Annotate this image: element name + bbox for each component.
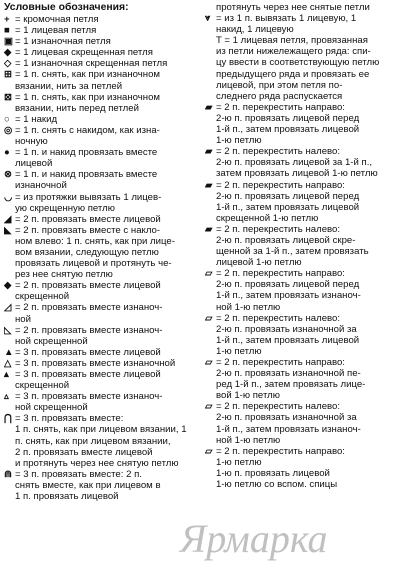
legend-text: = 2 п. провязать вместе лицевой [15,280,161,292]
legend-line [4,413,200,424]
legend-line [205,2,398,13]
legend-text: снять вместе, как при лицевом в [15,479,161,491]
legend-line [205,268,398,279]
legend-line [4,147,200,158]
legend-line [4,325,200,336]
legend-line [4,314,200,325]
legend-text: 1-ю петлю со вспом. спицы [216,479,338,491]
symbol-icon: ▰ [205,179,213,191]
symbol-icon: ⩔ [205,13,211,25]
symbol-icon: + [4,14,10,25]
legend-line [4,58,200,69]
legend-line [205,102,398,113]
legend-line [205,191,398,202]
symbol-icon: ◆ [4,47,12,59]
legend-text: = кромочная петля [15,14,99,25]
legend-line [205,424,398,435]
legend-text: = 2 п. перекрестить налево: [216,223,341,235]
symbol-icon: ▱ [205,268,213,280]
legend-line [205,468,398,479]
legend-line [205,302,398,313]
legend-line [4,369,200,380]
legend-line [205,379,398,390]
legend-line [205,157,398,168]
legend-line [4,136,200,147]
legend-text: 2-ю п. провязать изнаночной за [216,412,357,424]
legend-text: = 1 п. и накид провязать вместе [15,147,158,159]
legend-line [4,258,200,269]
legend-line [4,358,200,369]
legend-line [4,92,200,103]
legend-text: вом вязании, следующую петлю [15,246,159,258]
legend-text: 1-й п., затем провязать лицевой [216,201,360,213]
legend-text: 1-ю петлю [216,456,262,468]
legend-text: = 1 изнаночная скрещенная петля [15,58,168,70]
legend-text: скрещенной 1-ю петлю [216,212,319,224]
legend-line [205,313,398,324]
legend-text: ной 1-ю петлю [216,301,281,313]
legend-text: = 2 п. перекрестить налево: [216,401,341,413]
legend-text: 1-ю петлю [216,135,262,147]
legend-line [205,91,398,102]
symbol-icon: ◢ [4,213,12,225]
legend-text: скрещенной [15,291,70,303]
symbol-icon: ▱ [205,357,213,368]
legend-line [4,436,200,447]
legend-line [205,246,398,257]
legend-text: из петли нижележащего ряда: спи- [216,46,371,58]
legend-text: 2-ю п. провязать изнаночной за [216,323,357,335]
legend-text: вязании, нить за петлей [15,80,123,92]
legend-text: = 1 изнаночная петля [15,36,111,48]
legend-line [205,135,398,146]
legend-line [205,324,398,335]
legend-text: 2 п. провязать вместе лицевой [15,446,153,458]
legend-line [4,203,200,214]
legend-text: ном влево: 1 п. снять, как при лице- [15,235,175,247]
legend-line [4,14,200,25]
legend-text: = 3 п. провязать вместе: [15,413,124,425]
legend-line [4,391,200,402]
legend-text: и протянуть через нее снятую петлю [15,457,179,469]
legend-line [205,46,398,57]
symbol-icon: ◺ [4,324,12,336]
legend-text: ной 1-ю петлю [216,434,281,446]
legend-text: = 2 п. перекрестить налево: [216,312,341,324]
legend-line [205,257,398,268]
legend-line [205,224,398,235]
legend-text: лицевой, при этом петля по- [216,79,343,91]
symbol-icon: ▰ [205,146,213,158]
legend-line [4,291,200,302]
symbol-icon: ◆ [4,280,12,292]
legend-text: затем провязать лицевой 1-ю петлю [216,168,378,180]
legend-text: = 3 п. провязать вместе лицевой [15,346,161,358]
symbol-icon: ▱ [205,312,213,324]
legend-line [205,479,398,490]
legend-text: изнаночной [15,180,67,192]
legend-line [4,81,200,92]
symbol-icon: ◡ [4,191,13,203]
legend-line [4,380,200,391]
legend-text: 1-й п., затем провязать лицевой [216,124,360,136]
legend-text: вой 1-ю петлю [216,390,280,402]
legend-line [4,192,200,203]
legend-line [205,202,398,213]
legend-line [4,158,200,169]
symbol-icon: ▰ [205,223,213,235]
legend-text: 2-ю п. провязать лицевой за 1-й п., [216,157,373,169]
legend-line [4,269,200,280]
legend-text: = 1 накид [15,113,58,125]
legend-line [4,125,200,136]
legend-line [205,168,398,179]
legend-text: 1-ю петлю [216,345,262,357]
legend-line [205,180,398,191]
legend-text: 1-й п., затем провязать изнаноч- [216,423,361,435]
legend-text: = 2 п. провязать вместе лицевой [15,213,161,225]
symbol-icon: ● [4,147,10,159]
legend-text: провязать лицевой и протянуть че- [15,258,172,270]
legend-text: следнего ряда распускается [216,90,343,102]
legend-text: T = 1 лицевая петля, провязанная [216,35,368,47]
legend-line [205,446,398,457]
legend-line [205,113,398,124]
legend-text: = 1 п. снять, как при изнаночном [15,69,161,81]
legend-text: 2-ю п. провязать лицевой перед [216,112,360,124]
legend-title: Условные обозначения: [4,2,129,13]
symbol-icon: ▴ [4,369,9,380]
legend-line [205,69,398,80]
symbol-icon: ◿ [4,302,12,314]
legend-text: 1 п. провязать лицевой [15,491,119,503]
legend-text: скрещенной [15,380,70,392]
symbol-icon: ▵ [4,391,9,403]
legend-right-lines [205,2,398,490]
legend-line [205,457,398,468]
symbol-icon: ◇ [4,58,12,70]
legend-line [4,69,200,80]
legend-text: = 3 п. провязать вместе лицевой [15,369,161,380]
legend-text: предыдущего ряда и провязать ее [216,68,370,80]
legend-line [205,35,398,46]
legend-text: п. снять, как при лицевом вязании, [15,435,171,447]
legend-text: 1-ю п. провязать лицевой [216,467,330,479]
legend-text: = 1 лицевая скрещенная петля [15,47,153,59]
legend-line [205,390,398,401]
legend-text: ной [15,313,31,325]
legend-line [205,213,398,224]
legend-text: = 1 лицевая петля [15,25,97,37]
legend-line [205,24,398,35]
legend-text: 1-й п., затем провязать изнаноч- [216,290,361,302]
symbol-icon: ⊗ [4,169,13,181]
legend-line [4,214,200,225]
legend-line [4,25,200,36]
legend-line [205,368,398,379]
legend-line [4,480,200,491]
legend-line [4,47,200,58]
symbol-icon: ○ [4,113,10,125]
legend-line [4,169,200,180]
legend-text: = 1 п. и накид провязать вместе [15,169,158,181]
symbol-icon: ⊠ [4,91,13,103]
symbol-icon: ▱ [205,445,213,457]
legend-text: = 2 п. перекрестить направо: [216,357,345,368]
legend-text: = из 1 п. вывязать 1 лицевую, 1 [216,13,357,25]
legend-text: = 2 п. перекрестить налево: [216,146,341,158]
legend-text: = 2 п. перекрестить направо: [216,101,345,113]
legend-text: = 3 п. провязать вместе изнаночной [15,357,176,369]
legend-text: = 3 п. провязать вместе изнаноч- [15,391,163,403]
legend-right-column [205,2,398,490]
legend-text: протянуть через нее снятые петли [216,2,370,13]
legend-line [4,447,200,458]
legend-line [4,469,200,480]
legend-text: рез нее снятую петлю [15,269,113,281]
legend-text: = 2 п. провязать вместе изнаноч- [15,302,163,314]
legend-text: = 2 п. провязать вместе изнаноч- [15,324,163,336]
legend-text: лицевой 1-ю петлю [216,257,302,269]
legend-line [205,13,398,24]
legend-text: ред 1-й п., затем провязать лице- [216,379,366,391]
legend-line [4,491,200,502]
legend-line [205,357,398,368]
legend-text: лицевой [15,158,53,170]
legend-line [205,124,398,135]
symbol-icon: ⋂ [4,413,12,425]
legend-text: ночную [15,136,48,148]
legend-text: щенной за 1-й п., затем провязать [216,246,369,258]
legend-line [4,424,200,435]
legend-text: ую скрещенную петлю [15,202,115,214]
legend-line [4,402,200,413]
legend-line [4,103,200,114]
legend-left-column [4,2,200,502]
symbol-icon: ▲ [4,346,14,358]
legend-line [4,36,200,47]
legend-text: = 2 п. перекрестить направо: [216,268,345,280]
legend-text: 2-ю п. провязать лицевой скре- [216,234,356,246]
legend-line [4,225,200,236]
legend-line [4,236,200,247]
watermark: Ярмарка [180,516,328,561]
legend-text: = 1 п. снять с накидом, как изна- [15,124,160,136]
legend-line [205,412,398,423]
legend-line [4,114,200,125]
symbol-icon: ◎ [4,124,13,136]
legend-line [4,247,200,258]
legend-text: ной скрещенной [15,402,88,414]
legend-line [205,346,398,357]
legend-text: цу ввести в соответствующую петлю [216,57,380,69]
legend-line [205,290,398,301]
legend-line [4,336,200,347]
legend-text: накид, 1 лицевую [216,24,294,36]
legend-text: 1-й п., затем провязать лицевой [216,334,360,346]
legend-text: 2-ю п. провязать изнаночной пе- [216,368,361,380]
legend-line [4,347,200,358]
symbol-icon: ▱ [205,401,213,413]
symbol-icon: ▰ [205,101,213,113]
legend-text: = 1 п. снять, как при изнаночном [15,91,161,103]
symbol-icon: ⋒ [4,468,13,480]
legend-line [205,279,398,290]
legend-line [205,235,398,246]
symbol-icon: △ [4,357,12,369]
legend-text: = 2 п. перекрестить направо: [216,179,345,191]
symbol-icon: ◣ [4,224,12,236]
legend-line [205,80,398,91]
legend-line [205,57,398,68]
legend-text: 2-ю п. провязать лицевой перед [216,190,360,202]
legend-text: 1 п. снять, как при лицевом вязании, 1 [15,424,187,436]
legend-text: = 3 п. провязать вместе: 2 п. [15,468,142,480]
legend-line [4,280,200,291]
symbol-icon: ⊞ [4,69,13,81]
legend-text: ной скрещенной [15,335,88,347]
legend-text: вязании, нить перед петлей [15,102,139,114]
legend-left-lines [4,14,200,502]
legend-line [205,435,398,446]
legend-line [205,401,398,412]
symbol-icon: ■ [4,25,10,37]
legend-text: = 2 п. перекрестить направо: [216,445,345,457]
symbol-icon: ▣ [4,36,14,48]
legend-line [4,458,200,469]
legend-line [205,146,398,157]
legend-line [4,302,200,313]
legend-text: = из протяжки вывязать 1 лицев- [15,191,162,203]
legend-line [4,180,200,191]
legend-text: 2-ю п. провязать лицевой перед [216,279,360,291]
legend-text: = 2 п. провязать вместе с накло- [15,224,161,236]
legend-line [205,335,398,346]
